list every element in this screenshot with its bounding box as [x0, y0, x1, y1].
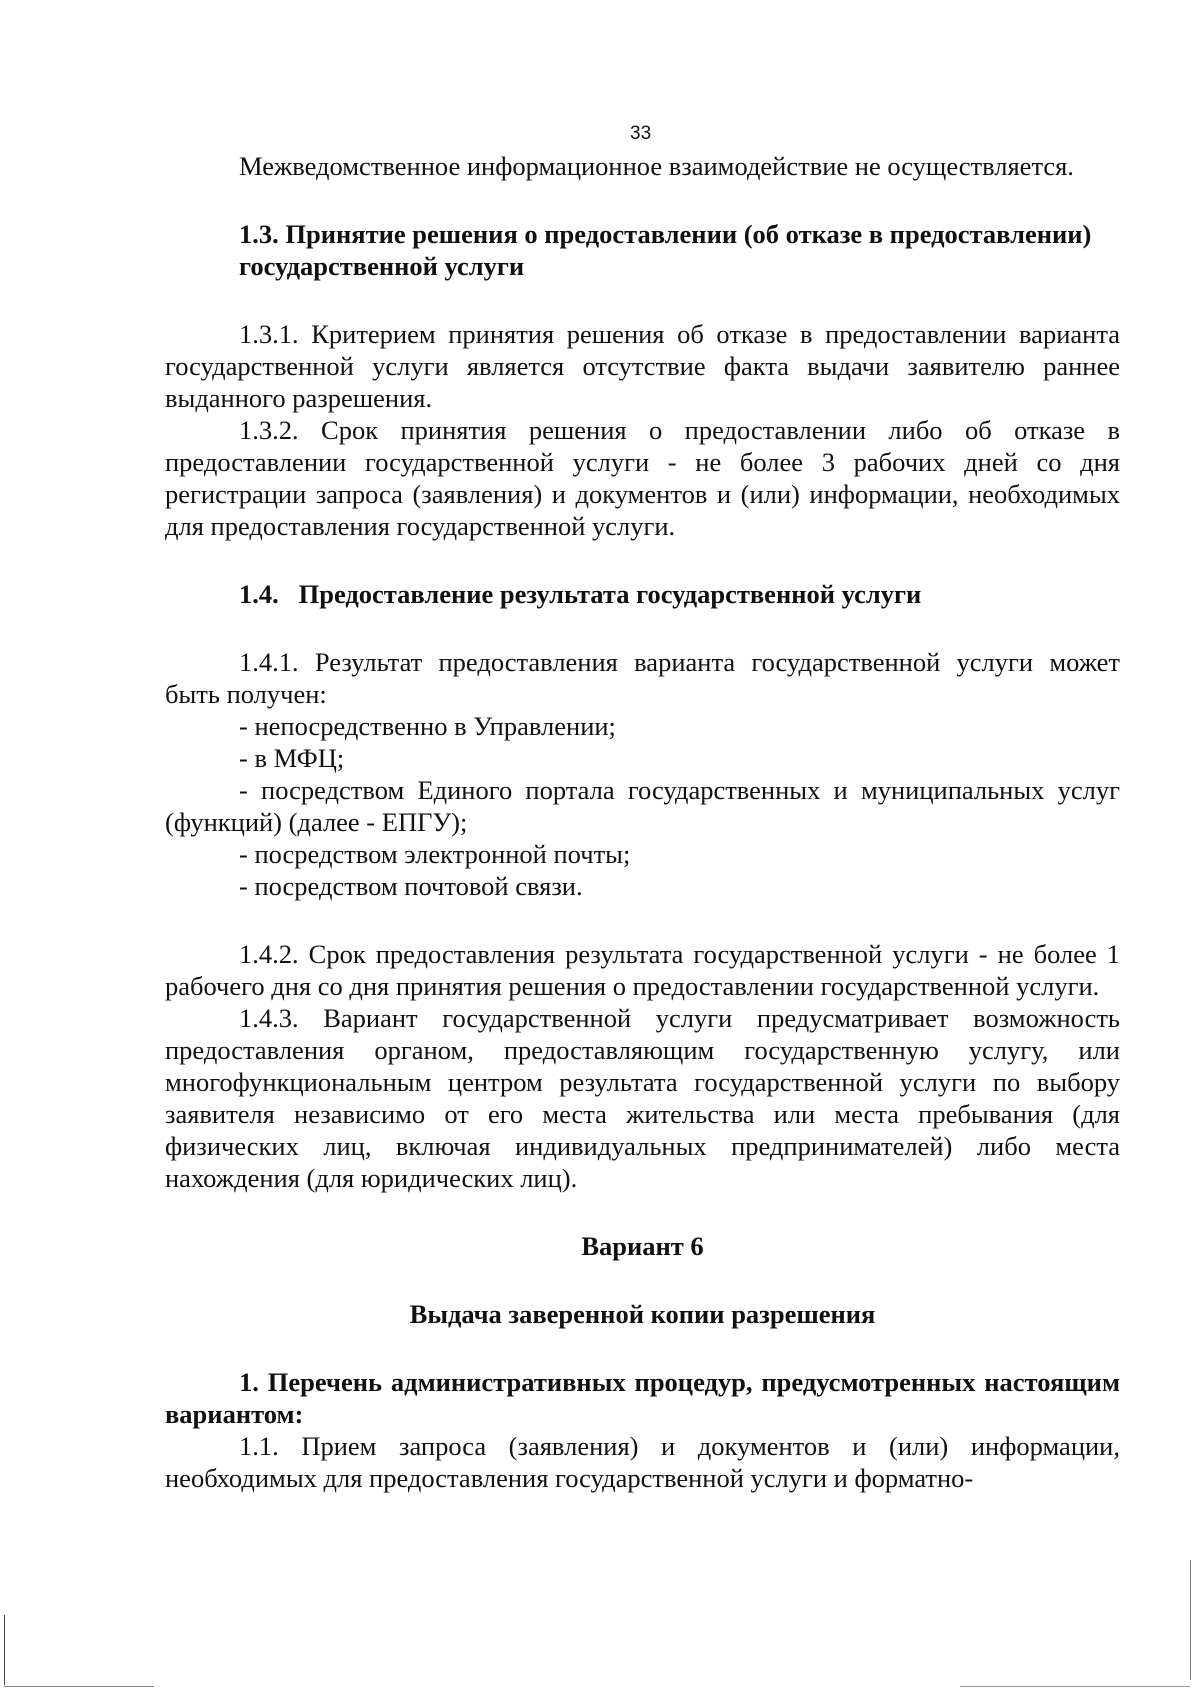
list-item-mfc: - в МФЦ; — [239, 743, 345, 773]
paragraph-1-4-3: 1.4.3. Вариант государственной услуги предусматривает возможность предоставления органом, предоставляющим государственную услугу, или многофункциональным центром результата государственной услуги по выбору заявителя независимо от его места жительства или места пребывания (для физических лиц, включая индивидуальных предпринимателей) либо места нахождения (для юридических лиц). — [165, 1003, 1120, 1193]
scan-line-bottom — [4, 1686, 154, 1687]
heading-1-4: 1.4. Предоставление результата государственной услуги — [239, 579, 922, 609]
scan-line-bottom-right — [960, 1686, 1190, 1687]
scan-line-left — [4, 1615, 5, 1685]
heading-variant: Вариант 6 — [581, 1231, 704, 1261]
document-body — [165, 150, 1120, 1494]
paragraph-intro: Межведомственное информационное взаимодействие не осуществляется. — [239, 151, 1074, 181]
paragraph-1-1: 1.1. Прием запроса (заявления) и документов и (или) информации, необходимых для предоставления государственной услуги и форматно- — [165, 1431, 1120, 1493]
paragraph-1-3-1: 1.3.1. Критерием принятия решения об отказе в предоставлении варианта государственной услуги является отсутствие факта выдачи заявителю раннее выданного разрешения. — [165, 319, 1120, 413]
list-item-epgu: - посредством Единого портала государственных и муниципальных услуг (функций) (далее - ЕПГУ); — [165, 775, 1120, 837]
heading-variant-title: Выдача заверенной копии разрешения — [409, 1299, 876, 1329]
page-number: 33 — [630, 123, 652, 144]
list-item-post: - посредством почтовой связи. — [239, 871, 583, 901]
paragraph-1-3-2: 1.3.2. Срок принятия решения о предоставлении либо об отказе в предоставлении государственной услуги - не более 3 рабочих дней со дня регистрации запроса (заявления) и документов и (или) информации, необходимых для предоставления государственной услуги. — [165, 415, 1120, 541]
list-item-email: - посредством электронной почты; — [239, 839, 631, 869]
heading-procedures-list: 1. Перечень административных процедур, предусмотренных настоящим вариантом: — [165, 1367, 1120, 1429]
scan-line-right — [1190, 1560, 1191, 1680]
list-item-management: - непосредственно в Управлении; — [239, 711, 616, 741]
paragraph-1-4-2: 1.4.2. Срок предоставления результата государственной услуги - не более 1 рабочего дня со дня принятия решения о предоставлении государственной услуги. — [165, 939, 1120, 1001]
paragraph-1-4-1: 1.4.1. Результат предоставления варианта государственной услуги может быть получен: — [165, 647, 1120, 709]
heading-1-3: 1.3. Принятие решения о предоставлении (об отказе в предоставлении) государственной услуги — [239, 219, 1092, 281]
